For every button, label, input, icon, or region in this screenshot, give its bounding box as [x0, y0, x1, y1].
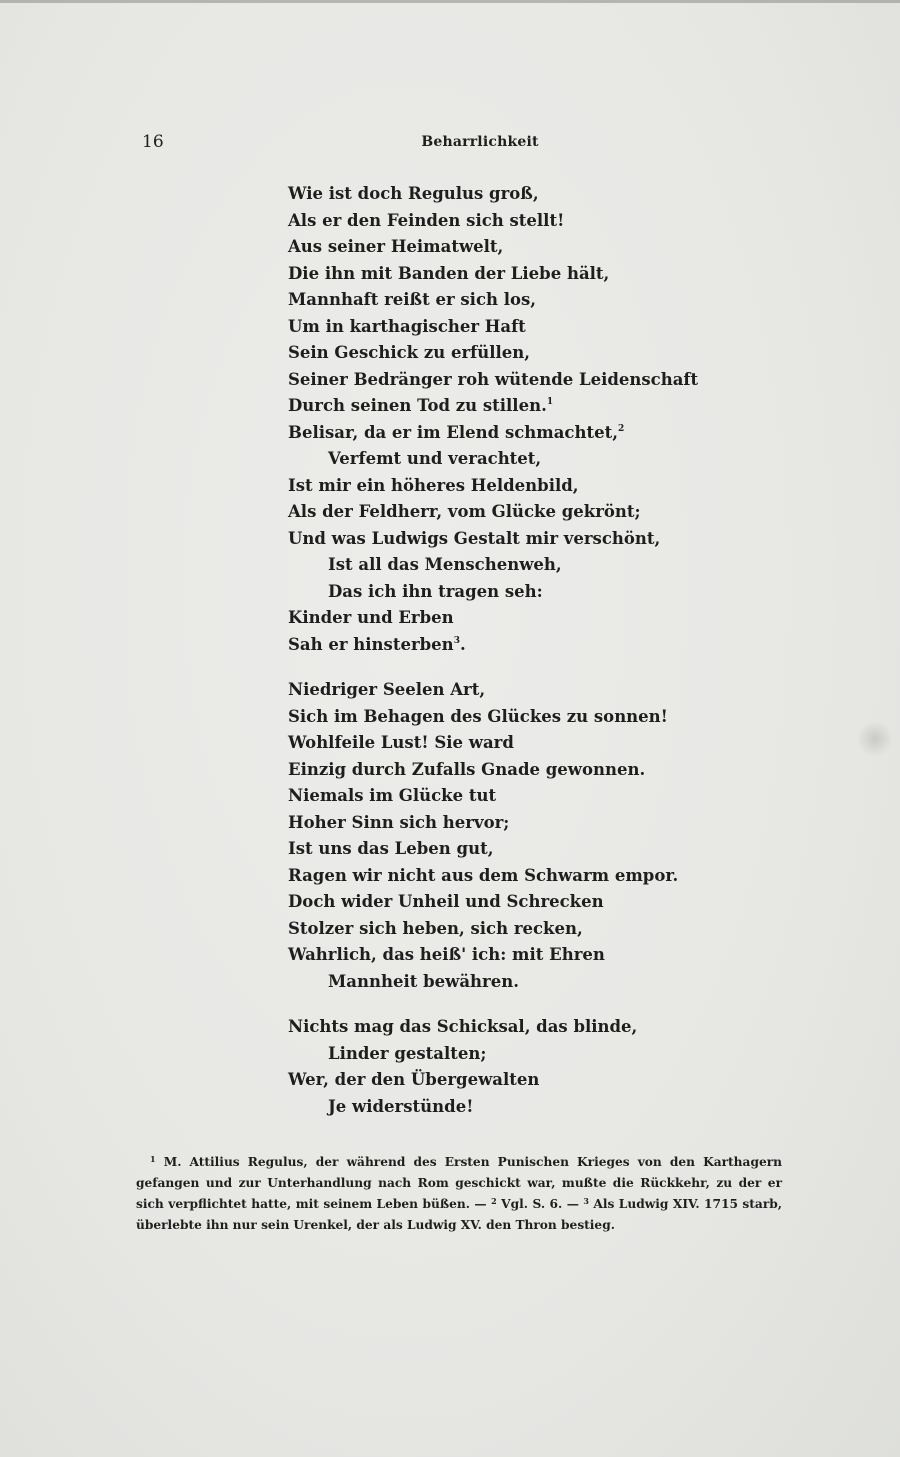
- poem-line: [288, 1094, 708, 1121]
- poem-line-text: Und was Ludwigs Gestalt mir verschönt,: [288, 528, 661, 548]
- poem-line: [288, 704, 708, 731]
- poem-line-text: Sah er hinsterben: [288, 634, 454, 654]
- poem-line: [288, 499, 708, 526]
- running-head: Beharrlichkeit: [421, 134, 539, 150]
- footnote-reference: 2: [617, 423, 625, 434]
- poem-line: [288, 783, 708, 810]
- poem-line: [288, 605, 708, 632]
- poem-line: [288, 234, 708, 261]
- poem-line: [288, 632, 708, 659]
- poem-line: [288, 1041, 708, 1068]
- poem-line-text: Als der Feldherr, vom Glücke gekrönt;: [288, 502, 641, 521]
- footnotes: [136, 1152, 782, 1236]
- poem-line: [288, 367, 708, 394]
- poem-line: [288, 552, 708, 579]
- footnote-3-mark: 3: [583, 1196, 589, 1206]
- poem-line-text: Wer, der den Übergewalten: [288, 1070, 540, 1089]
- footnote-reference: 1: [546, 397, 554, 407]
- poem-line: [288, 340, 708, 367]
- footnote-3-text: Als Ludwig XIV. 1715 starb, überlebte ihn nur sein Urenkel, der als Ludwig XV. den Thron bestieg.: [136, 1197, 782, 1232]
- poem-line: [288, 677, 708, 704]
- poem-line-text: Wie ist doch Regulus groß,: [288, 184, 539, 203]
- poem-line-text: Niedriger Seelen Art,: [288, 680, 486, 699]
- stanza-break: [288, 995, 708, 1014]
- poem-line-text: Je widerstünde!: [328, 1096, 474, 1116]
- poem: [288, 181, 708, 1120]
- poem-line: [288, 526, 708, 553]
- poem-line: [288, 473, 708, 500]
- poem-line: [288, 314, 708, 341]
- poem-line: [288, 287, 708, 314]
- poem-line-text: Ist uns das Leben gut,: [288, 839, 494, 858]
- poem-line-text: Durch seinen Tod zu stillen.: [288, 396, 547, 415]
- poem-line-text: Ist all das Menschenweh,: [328, 555, 562, 574]
- poem-line-text: Belisar, da er im Elend schmachtet,: [288, 422, 618, 442]
- poem-line: [288, 420, 708, 447]
- poem-line-text: Mannhaft reißt er sich los,: [288, 290, 537, 309]
- poem-line: [288, 942, 708, 969]
- poem-line: [288, 1067, 708, 1094]
- footnote-2-mark: 2: [491, 1196, 497, 1206]
- poem-line-text: Nichts mag das Schicksal, das blinde,: [288, 1017, 638, 1036]
- stanza: [288, 677, 708, 995]
- poem-line: [288, 757, 708, 784]
- poem-line-text: Als er den Feinden sich stellt!: [288, 210, 565, 230]
- poem-line: [288, 889, 708, 916]
- poem-line-text: Sich im Behagen des Glückes zu sonnen!: [288, 706, 668, 726]
- poem-line: [288, 916, 708, 943]
- poem-line: [288, 810, 708, 837]
- poem-line-text: Das ich ihn tragen seh:: [328, 581, 543, 601]
- poem-line-text: Ragen wir nicht aus dem Schwarm empor.: [288, 865, 679, 885]
- poem-line: [288, 579, 708, 606]
- footnote-block: [136, 1152, 782, 1236]
- poem-line-text: Linder gestalten;: [328, 1043, 487, 1063]
- poem-line: [288, 208, 708, 235]
- poem-line-tail: .: [459, 634, 466, 654]
- poem-line: [288, 393, 708, 420]
- poem-line-text: Um in karthagischer Haft: [288, 316, 526, 336]
- poem-line: [288, 863, 708, 890]
- page-top-edge: [0, 0, 900, 3]
- poem-line-text: Wahrlich, das heiß' ich: mit Ehren: [288, 945, 605, 964]
- poem-line-text: Doch wider Unheil und Schrecken: [288, 892, 604, 911]
- poem-line-text: Wohlfeile Lust! Sie ward: [288, 733, 514, 752]
- poem-line-text: Hoher Sinn sich hervor;: [288, 812, 510, 832]
- poem-line-text: Aus seiner Heimatwelt,: [288, 237, 504, 256]
- footnote-1-mark: 1: [150, 1154, 156, 1164]
- footnote-1-text: M. Attilius Regulus, der während des Ersten Punischen Krieges von den Karthagern gefangen und zur Unterhandlung nach Rom geschickt war, mußte die Rückkehr, zu der er sich verpflichtet hatte, mit seinem Leben büßen. —: [136, 1155, 782, 1211]
- poem-line-text: Stolzer sich heben, sich recken,: [288, 918, 583, 938]
- poem-line-text: Kinder und Erben: [288, 608, 454, 627]
- poem-line-text: Seiner Bedränger roh wütende Leidenschaft: [288, 369, 699, 389]
- footnote-2-text: Vgl. S. 6. —: [501, 1197, 579, 1211]
- poem-line-text: Sein Geschick zu erfüllen,: [288, 343, 531, 362]
- poem-line: [288, 1014, 708, 1041]
- stanza-break: [288, 658, 708, 677]
- footnote-reference: 3: [453, 635, 460, 646]
- poem-line: [288, 836, 708, 863]
- poem-line-text: Ist mir ein höheres Heldenbild,: [288, 475, 579, 495]
- page-number: 16: [142, 132, 164, 152]
- poem-line: [288, 261, 708, 288]
- poem-line-text: Die ihn mit Banden der Liebe hält,: [288, 263, 610, 283]
- poem-line-text: Mannheit bewähren.: [328, 971, 519, 991]
- poem-line: [288, 730, 708, 757]
- poem-line-text: Verfemt und verachtet,: [328, 449, 542, 468]
- poem-line-text: Einzig durch Zufalls Gnade gewonnen.: [288, 759, 646, 779]
- poem-line: [288, 181, 708, 208]
- poem-line: [288, 446, 708, 473]
- page-smudge: [858, 720, 892, 758]
- stanza: [288, 181, 708, 658]
- stanza: [288, 1014, 708, 1120]
- poem-line-text: Niemals im Glücke tut: [288, 786, 497, 805]
- poem-line: [288, 969, 708, 996]
